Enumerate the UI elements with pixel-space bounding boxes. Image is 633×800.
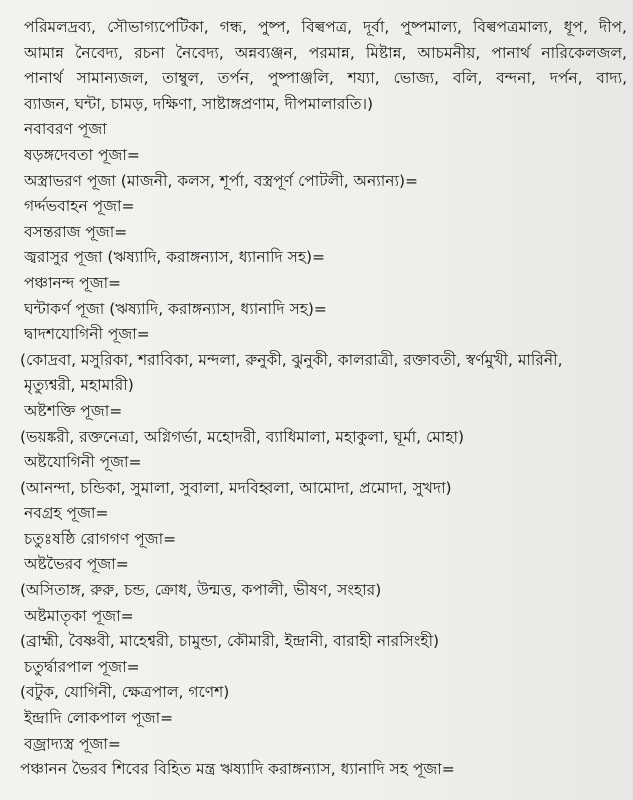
puja-line: নবগ্রহ পূজা= <box>24 504 109 523</box>
puja-line: পঞ্চানন ভৈরব শিবের বিহিত মন্ত্র ঋষ্যাদি করাঙ্গন্যাস, ধ্যানাদি সহ পূজা= <box>20 760 455 779</box>
page-text <box>20 15 627 783</box>
names-line: (ভয়ঙ্করী, রক্তনেত্রা, অগ্নিগর্ভা, মহোদরী, ব্যাধিমালা, মহাকুলা, ঘূর্মা, মোহা) <box>20 427 465 446</box>
puja-line: পঞ্চানন্দ পূজা= <box>24 273 122 292</box>
paragraph-line: পরিমলদ্রব্য, সৌভাগ্যপেটিকা, গন্ধ, পুষ্প, বিল্বপত্র, দূর্বা, পুষ্পমাল্য, বিল্বপত্রমাল্য, ধূপ, দীপ, <box>24 18 627 36</box>
offerings-paragraph <box>24 15 627 117</box>
puja-line: অষ্টভৈরব পূজা= <box>24 555 129 574</box>
puja-line: গর্দ্দভবাহন পূজা= <box>24 197 135 216</box>
names-line: (কোদ্রবা, মসুরিকা, শরাবিকা, মন্দলা, রুনুকী, ঝুনুকী, কালরাত্রী, রক্তাবতী, স্বর্ণমুখী, মারিনী, <box>20 350 563 369</box>
names-line: (বটুক, যোগিনী, ক্ষেত্রপাল, গণেশ) <box>20 683 230 702</box>
paragraph-line: ব্যাজন, ঘন্টা, চামড়, দক্ষিণা, সাষ্টাঙ্গপ্রণাম, দীপমালারতি।) <box>24 94 374 113</box>
paragraph-line: আমান্ন নৈবেদ্য, রচনা নৈবেদ্য, অন্নব্যঞ্জন, পরমান্ন, মিষ্টান্ন, আচমনীয়, পানার্থ নারিকেলজল, <box>24 43 627 62</box>
puja-line: বজ্রাদ্যস্ত্র পূজা= <box>24 734 121 753</box>
puja-line: অস্ত্রাভরণ পূজা (মাজনী, কলস, শূর্পা, বস্ত্রপূর্ণ পোটলী, অন্যান্য)= <box>24 171 418 190</box>
names-line: (ব্রাহ্মী, বৈষ্ণবী, মাহেশ্বরী, চামুন্ডা, কৌমারী, ইন্দ্রানী, বারাহী নারসিংহী) <box>20 632 440 651</box>
puja-line: অষ্টযোগিনী পূজা= <box>24 453 142 472</box>
puja-line: ষড়ঙ্গদেবতা পূজা= <box>24 145 140 164</box>
puja-line: চতুঃষষ্ঠি রোগগণ পূজা= <box>24 529 177 548</box>
names-line: (আনন্দা, চন্ডিকা, সুমালা, সুবালা, মদবিহ্বলা, আমোদা, প্রমোদা, সুখদা) <box>20 478 452 497</box>
puja-line: বসন্তরাজ পূজা= <box>24 222 128 241</box>
puja-line: অষ্টমাতৃকা পূজা= <box>24 606 134 625</box>
puja-line: জ্বরাসুর পূজা (ঋষ্যাদি, করাঙ্গন্যাস, ধ্যানাদি সহ)= <box>24 248 326 267</box>
puja-list <box>20 117 627 782</box>
names-line: মৃত্যুশ্বরী, মহামারী) <box>24 376 134 395</box>
names-line: (অসিতাঙ্গ, রুরু, চন্ড, ক্রোধ, উন্মত্ত, কপালী, ভীষণ, সংহার) <box>20 581 382 600</box>
heading-line: নবাবরণ পূজা <box>24 120 107 139</box>
puja-line: চতুর্দ্বারপাল পূজা= <box>24 657 140 676</box>
puja-line: ঘন্টাকর্ণ পূজা (ঋষ্যাদি, করাঙ্গন্যাস, ধ্যানাদি সহ)= <box>24 299 327 318</box>
puja-line: অষ্টশক্তি পূজা= <box>24 401 123 420</box>
puja-line: ইন্দ্রাদি লোকপাল পূজা= <box>24 709 174 728</box>
paragraph-line: পানার্থ সামান্যজল, তাম্বুল, তর্পন, পুষ্পাঞ্জলি, শয্যা, ভোজ্য, বলি, বন্দনা, দর্পন, বাদ্য, <box>24 69 627 88</box>
puja-line: দ্বাদশযোগিনী পূজা= <box>24 325 150 344</box>
